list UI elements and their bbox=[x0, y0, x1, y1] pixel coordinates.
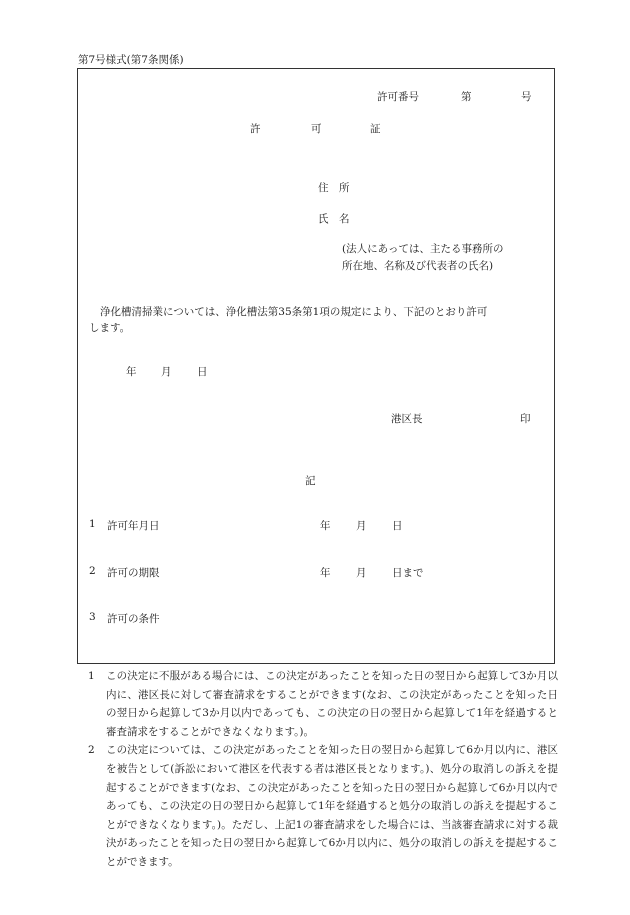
item-1-label: 許可年月日 bbox=[107, 520, 160, 532]
item-1-day: 日 bbox=[392, 520, 403, 532]
title-char-1: 許 bbox=[250, 123, 261, 135]
body-text-line2: します。 bbox=[89, 322, 131, 334]
form-label: 第7号様式(第7条関係) bbox=[78, 54, 184, 66]
permit-number-go: 号 bbox=[521, 91, 532, 103]
note-1 bbox=[88, 667, 558, 741]
note-1-text: この決定に不服がある場合には、この決定があったことを知った日の翌日から起算して3か月以内に、港区長に対して審査請求をすることができます(なお、この決定があったことを知った日の翌日から起算して3か月以内であっても、この決定の日の翌日から起算して1年を経過すると審査請求をすることができなくなります。)。 bbox=[106, 670, 558, 738]
item-1-month: 月 bbox=[356, 520, 367, 532]
date-year: 年 bbox=[126, 366, 137, 378]
note-2-text: この決定については、この決定があったことを知った日の翌日から起算して6か月以内に、港区を被告として(訴訟において港区を代表する者は港区長となります。)、処分の取消しの訴えを提起することができます(なお、この決定があったことを知った日の翌日から起算して6か月以内であっても、この決定の日の翌日から起算して1年を経過すると処分の取消しの訴えを提起することができなくなります。)。ただし、上記1の審査請求をした場合には、当該審査請求に対する裁決があったことを知った日の翌日から起算して6か月以内に、処分の取消しの訴えを提起することができます。 bbox=[106, 744, 558, 868]
issuer-title: 港区長 bbox=[391, 413, 423, 425]
date-month: 月 bbox=[161, 366, 172, 378]
item-3-label: 許可の条件 bbox=[107, 613, 160, 625]
item-2-day-until: 日まで bbox=[392, 567, 424, 579]
item-2-year: 年 bbox=[320, 567, 331, 579]
permit-number-label: 許可番号 bbox=[377, 91, 419, 103]
item-1-year: 年 bbox=[320, 520, 331, 532]
date-day: 日 bbox=[197, 366, 208, 378]
name-label: 氏 名 bbox=[318, 213, 350, 225]
notes-section bbox=[88, 667, 558, 872]
note-2 bbox=[88, 741, 558, 871]
note-1-num: 1 bbox=[88, 670, 95, 682]
title-char-3: 証 bbox=[370, 123, 381, 135]
item-2-num: 2 bbox=[89, 565, 96, 577]
item-2-month: 月 bbox=[356, 567, 367, 579]
item-1-num: 1 bbox=[89, 518, 96, 530]
ki-heading: 記 bbox=[305, 475, 316, 487]
permit-number-dai: 第 bbox=[461, 91, 472, 103]
seal-mark: 印 bbox=[520, 413, 531, 425]
corporate-note-line1: (法人にあっては、主たる事務所の bbox=[342, 243, 504, 255]
item-2-label: 許可の期限 bbox=[107, 567, 160, 579]
note-2-num: 2 bbox=[88, 744, 95, 757]
body-text-line1: 浄化槽清掃業については、浄化槽法第35条第1項の規定により、下記のとおり許可 bbox=[100, 306, 488, 318]
title-char-2: 可 bbox=[311, 123, 322, 135]
address-label: 住 所 bbox=[318, 182, 350, 194]
item-3-num: 3 bbox=[89, 611, 96, 623]
corporate-note-line2: 所在地、名称及び代表者の氏名) bbox=[342, 260, 494, 272]
